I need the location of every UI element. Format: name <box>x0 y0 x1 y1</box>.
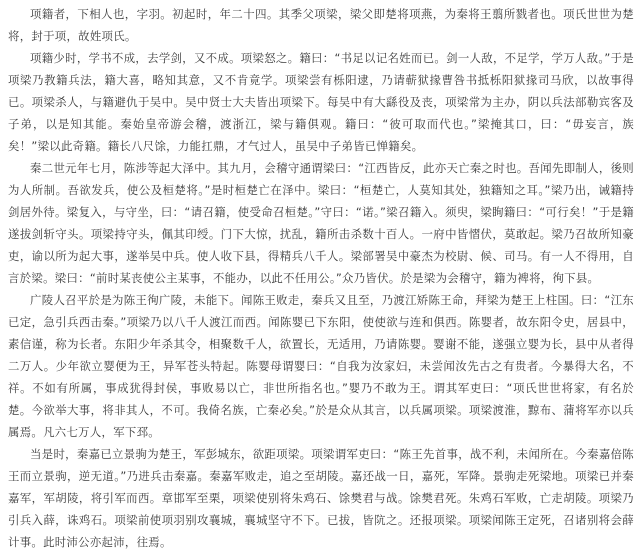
paragraph-4: 广陵人召平於是为陈王徇广陵，未能下。闻陈王败走，秦兵又且至，乃渡江矫陈王命，拜梁为楚王上柱国。曰：“江东已定，急引兵西击秦。”项梁乃以八千人渡江而西。闻陈婴已下东阳，使使欲与连和俱西。陈婴者，故东阳令史，居县中，素信谨，称为长者。东阳少年杀其令，相聚数千人，欲置长，无适用，乃请陈婴。婴谢不能，遂强立婴为长，县中从者得二万人。少年欲立婴便为王，异军苍头特起。陈婴母谓婴曰：“自我为汝家妇，未尝闻汝先古之有贵者。今暴得大名，不祥。不如有所属，事成犹得封侯，事败易以亡，非世所指名也。”婴乃不敢为王。谓其军吏曰：“项氏世世将家，有名於楚。今欲举大事，将非其人，不可。我倚名族，亡秦必矣。”於是众从其言，以兵属项梁。项梁渡淮，黥布、蒲将军亦以兵属焉。凡六七万人，军下邳。 <box>8 293 634 439</box>
paragraph-3: 秦二世元年七月，陈涉等起大泽中。其九月，会稽守通谓梁曰：“江西皆反，此亦天亡秦之时也。吾闻先即制人，後则为人所制。吾欲发兵，使公及桓楚将。”是时桓楚亡在泽中。梁曰：“桓楚亡，人莫知其处，独籍知之耳。”梁乃出，诫籍持剑居外待。梁复入，与守坐，曰：“请召籍，使受命召桓楚。”守曰：“诺。”梁召籍入。须臾，梁眴籍曰：“可行矣！”于是籍遂拔剑斩守头。项梁持守头，佩其印绶。门下大惊，扰乱，籍所击杀数十百人。一府中皆慴伏，莫敢起。梁乃召故所知豪吏，谕以所为起大事，遂举吴中兵。使人收下县，得精兵八千人。梁部署吴中豪杰为校尉、候、司马。有一人不得用，自言於梁。梁曰：“前时某丧使公主某事，不能办，以此不任用公。”众乃皆伏。於是梁为会稽守，籍为裨将，徇下县。 <box>8 161 634 285</box>
paragraph-1: 项籍者，下相人也，字羽。初起时，年二十四。其季父项梁，梁父即楚将项燕，为秦将王翦所戮者也。项氏世世为楚将，封于项，故姓项氏。 <box>8 7 634 43</box>
paragraph-5: 当是时，秦嘉已立景驹为楚王，军彭城东，欲距项梁。项梁谓军吏曰：“陈王先首事，战不利，未闻所在。今秦嘉倍陈王而立景驹，逆无道。”乃进兵击秦嘉。秦嘉军败走，追之至胡陵。嘉还战一日，嘉死，军降。景驹走死梁地。项梁已并秦嘉军，军胡陵，将引军而西。章邯军至栗，项梁使别将朱鸡石、馀樊君与战。馀樊君死。朱鸡石军败，亡走胡陵。项梁乃引兵入薛，诛鸡石。项梁前使项羽别攻襄城，襄城坚守不下。已拔，皆阬之。还报项梁。项梁闻陈王定死，召诸别将会薛计事。此时沛公亦起沛，往焉。 <box>8 447 634 549</box>
paragraph-2: 项籍少时，学书不成，去学剑，又不成。项梁怒之。籍曰：“书足以记名姓而已。剑一人敌，不足学，学万人敌。”于是项梁乃教籍兵法，籍大喜，略知其意，又不肯竟学。项梁尝有栎阳逮，乃请蕲狱掾曹咎书抵栎阳狱掾司马欣，以故事得已。项梁杀人，与籍避仇于吴中。吴中贤士大夫皆出项梁下。每吴中有大繇役及丧，项梁常为主办，阴以兵法部勒宾客及子弟，以是知其能。秦始皇帝游会稽，渡浙江，梁与籍俱观。籍曰：“彼可取而代也。”梁掩其口，曰：“毋妄言，族矣！”梁以此奇籍。籍长八尺馀，力能扛鼎，才气过人，虽吴中子弟皆已惮籍矣。 <box>8 51 634 153</box>
